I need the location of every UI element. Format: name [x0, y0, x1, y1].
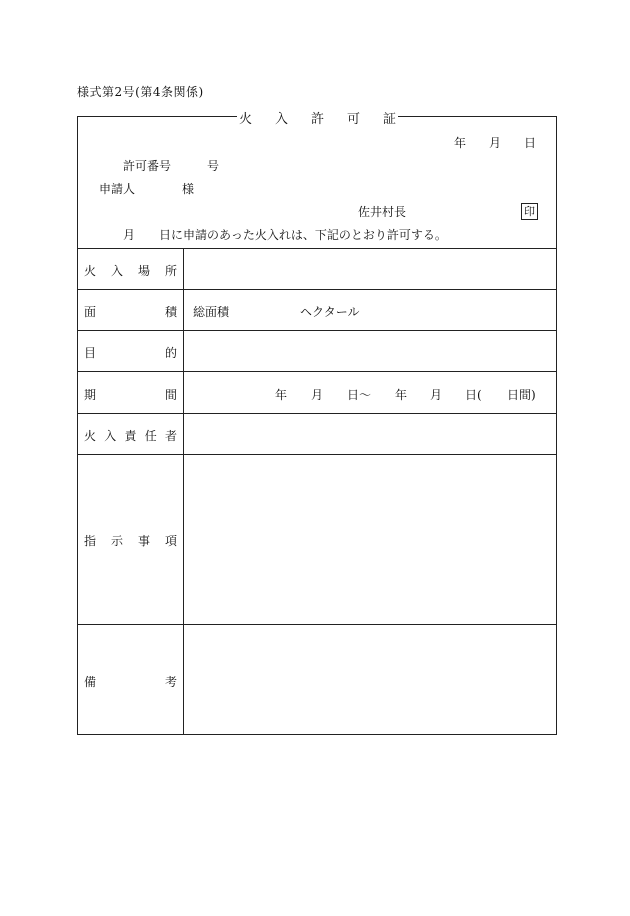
label-fire-manager: 火 入 責 任 者 — [84, 429, 177, 443]
title-char: 入 — [274, 112, 288, 127]
row-divider — [77, 624, 557, 625]
permit-number-suffix: 号 — [207, 159, 220, 173]
divider — [77, 116, 237, 117]
label-period: 期 間 — [84, 388, 177, 402]
period-start-day: 日〜 — [347, 388, 372, 402]
seal-mark: 印 — [521, 203, 538, 220]
label-area: 面 積 — [84, 305, 177, 319]
title-char: 証 — [382, 112, 396, 127]
row-divider — [77, 330, 557, 331]
issuer-name: 佐井村長 — [358, 205, 407, 219]
date-year: 年 — [454, 136, 467, 150]
period-start-month: 月 — [311, 388, 324, 402]
title-char: 火 — [239, 112, 253, 127]
period-end-day: 日( — [465, 388, 482, 402]
row-divider — [77, 454, 557, 455]
form-frame — [77, 116, 557, 735]
row-divider — [77, 248, 557, 249]
statement-text: 日に申請のあった火入れは、下記のとおり許可する。 — [159, 228, 447, 242]
statement-month: 月 — [123, 228, 136, 242]
area-unit: ヘクタール — [300, 305, 360, 319]
area-total-label: 総面積 — [193, 305, 230, 319]
applicant-honorific: 様 — [182, 182, 195, 196]
date-month: 月 — [489, 136, 502, 150]
document-title — [237, 108, 398, 127]
label-remarks: 備 考 — [84, 675, 177, 689]
column-divider — [183, 248, 184, 735]
period-end-year: 年 — [395, 388, 408, 402]
label-fire-place: 火 入 場 所 — [84, 264, 177, 278]
period-start-year: 年 — [275, 388, 288, 402]
label-purpose: 目 的 — [84, 346, 177, 360]
row-divider — [77, 413, 557, 414]
date-day: 日 — [524, 136, 537, 150]
divider — [398, 116, 557, 117]
period-end-month: 月 — [430, 388, 443, 402]
title-char: 可 — [346, 112, 360, 127]
permit-number-label: 許可番号 — [123, 159, 172, 173]
period-days: 日間) — [507, 388, 536, 402]
label-instructions: 指 示 事 項 — [84, 534, 177, 548]
form-number-label: 様式第2号(第4条関係) — [77, 85, 204, 99]
applicant-label: 申請人 — [99, 182, 136, 196]
title-char: 許 — [310, 112, 324, 127]
row-divider — [77, 289, 557, 290]
row-divider — [77, 371, 557, 372]
